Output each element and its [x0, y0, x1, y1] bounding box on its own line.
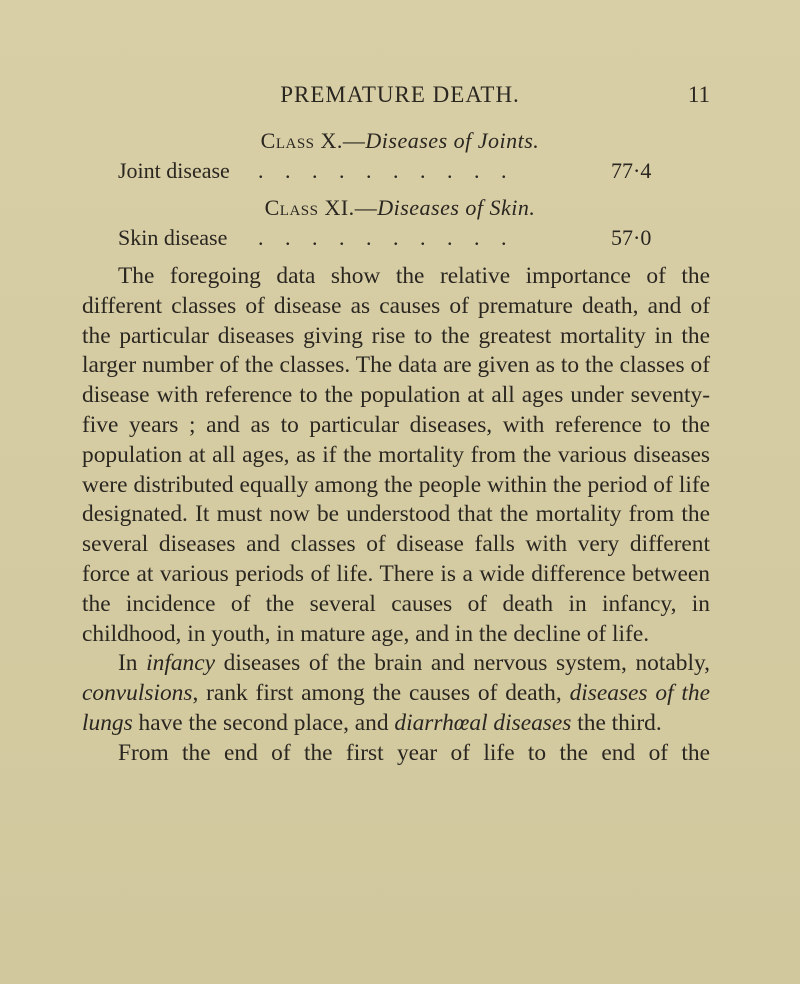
- dot-leaders: . . . . . . . . . .: [258, 225, 515, 250]
- page-number: 11: [687, 82, 710, 107]
- paragraph: From the end of the first year of life to the end of the: [118, 739, 710, 766]
- paragraph: [82, 649, 710, 738]
- class-topic: Diseases of Joints.: [365, 128, 540, 153]
- class-dash: —: [354, 195, 378, 220]
- class-topic: Diseases of Skin.: [377, 195, 536, 220]
- class-label: Class XI.: [264, 195, 355, 220]
- text-run: , rank first among the causes of death,: [192, 680, 570, 707]
- table-row: [118, 225, 708, 255]
- disease-label: Skin disease: [118, 225, 228, 250]
- page-header: [0, 82, 800, 112]
- mortality-value: 77·4: [611, 158, 652, 183]
- italic-term: diarrhœal diseases: [394, 709, 572, 736]
- text-run: the third.: [571, 709, 662, 736]
- italic-term: convulsions: [82, 680, 193, 707]
- italic-term: diseases of the lungs: [82, 680, 710, 736]
- table-row: [118, 158, 708, 188]
- mortality-value: 57·0: [611, 225, 652, 250]
- running-title: PREMATURE DEATH.: [280, 82, 520, 107]
- class-label: Class X.: [260, 128, 343, 153]
- dot-leaders: . . . . . . . . . .: [258, 158, 515, 183]
- class-heading-10: [0, 128, 800, 154]
- italic-term: infancy: [146, 650, 215, 677]
- paragraph: The foregoing data show the relative importance of the different classes of disease as causes of premature death, and of the particular diseases giving rise to the greatest mortality in the larger number of the classes. The data are given as to the classes of disease with reference to the population at all ages under seventy-five years ; and as to particular diseases, with reference to the population at all ages, as if the mortality from the various diseases were distributed equally among the people within the period of life designated. It must now be understood that the mortality from the several diseases and classes of disease falls with very different force at various periods of life. There is a wide difference between the incidence of the several causes of death in infancy, in childhood, in youth, in mature age, and in the decline of life.: [82, 263, 710, 647]
- text-run: have the second place, and: [132, 709, 395, 736]
- text-run: diseases of the brain and nervous system, notably,: [214, 650, 710, 677]
- class-heading-11: [0, 195, 800, 221]
- body-text: [82, 262, 710, 769]
- disease-label: Joint disease: [118, 158, 230, 183]
- class-dash: —: [342, 128, 366, 153]
- text-run: In: [118, 650, 147, 677]
